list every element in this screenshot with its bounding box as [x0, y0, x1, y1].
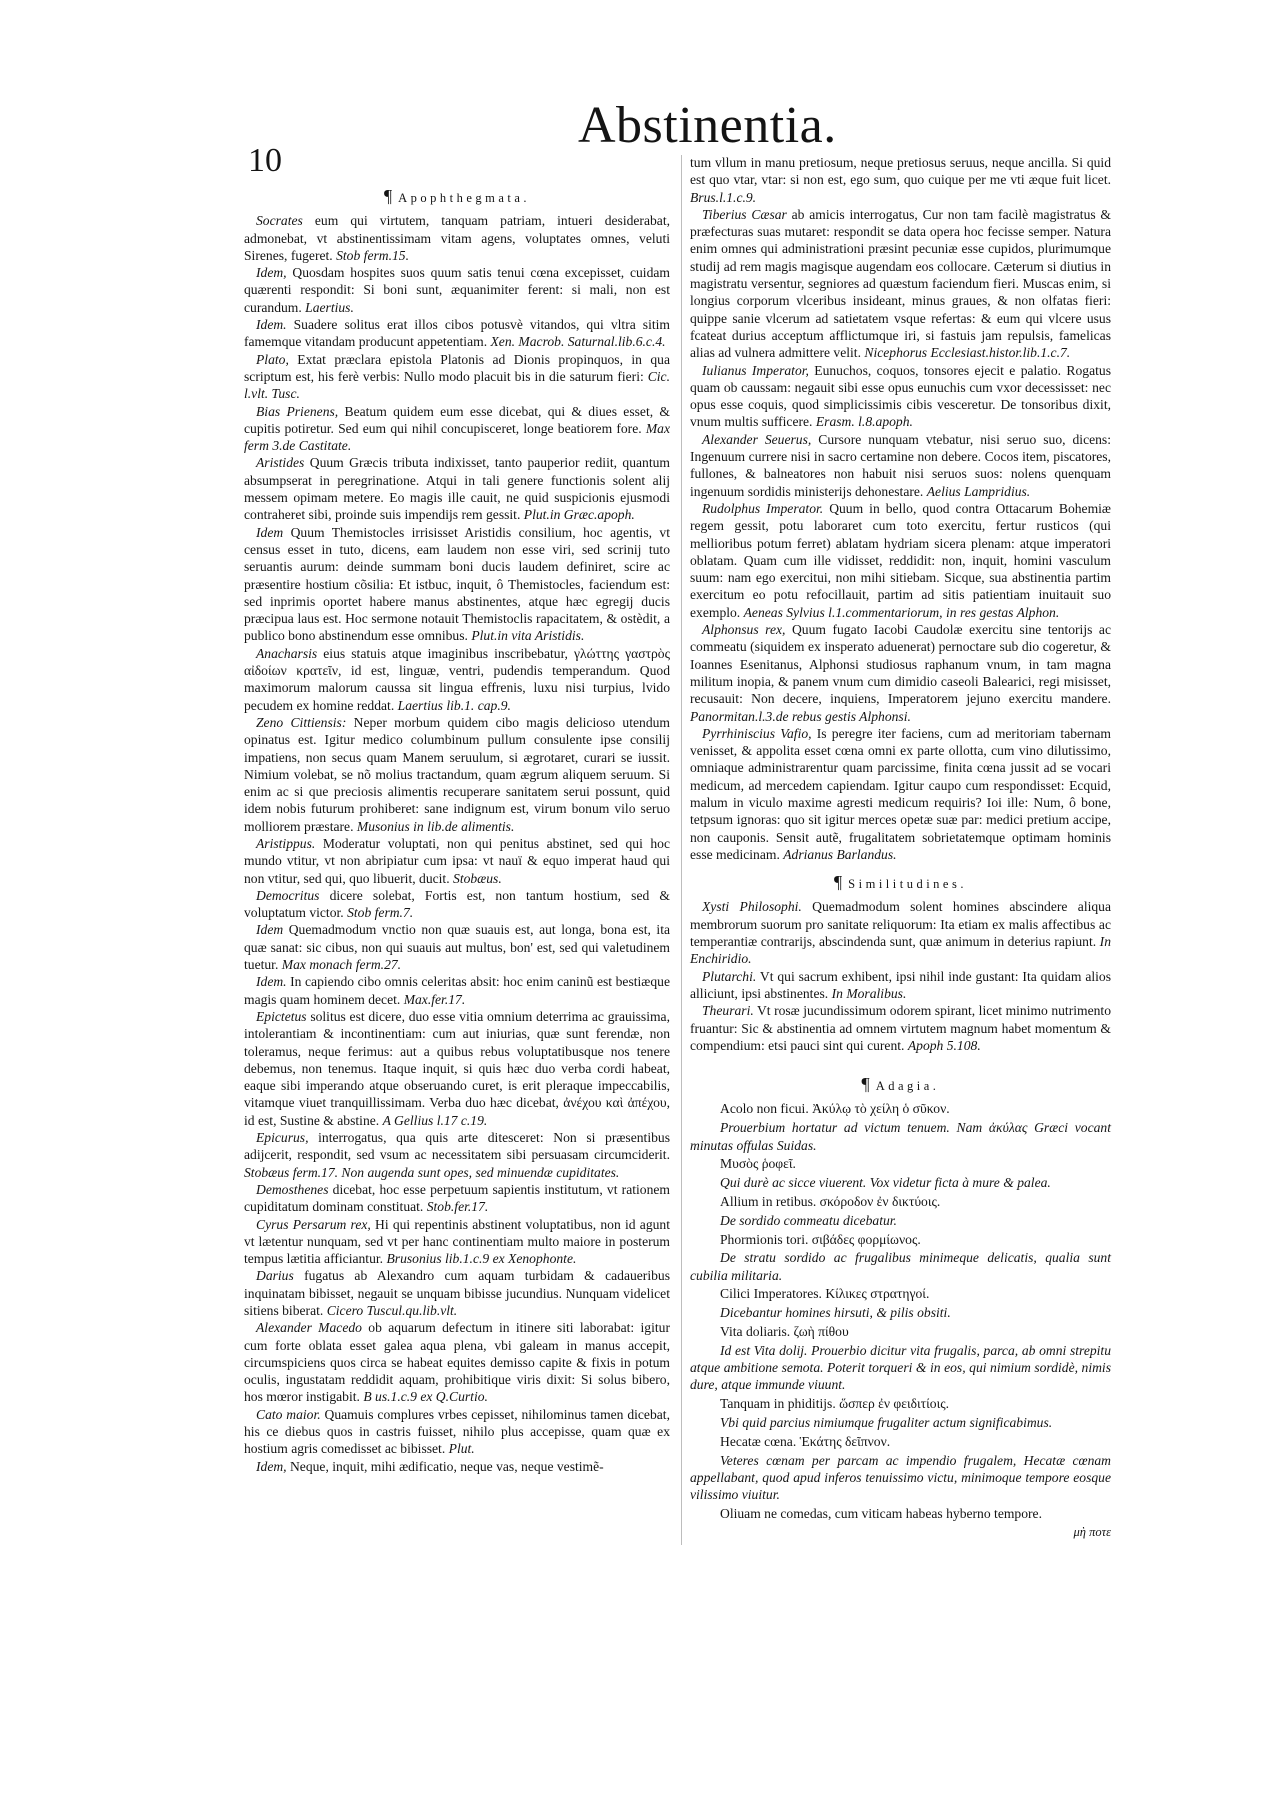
source-citation: Max ferm 3.de Castitate. — [244, 420, 670, 454]
apophthegm-paragraph — [244, 835, 670, 887]
source-citation: Erasm. l.8.apoph. — [815, 414, 913, 430]
source-citation: Plut.in Græc.apoph. — [523, 507, 635, 523]
source-citation: Musonius in lib.de alimentis. — [356, 818, 515, 834]
adage-explanation: Qui durè ac sicce viuerent. Vox videtur ficta à mure & palea. — [720, 1175, 1051, 1191]
paragraph-text: ob aquarum defectum in itinere siti laborabat: igitur cum forte oblata esset galea aqua plena, vbi galeam in manus accepit, circumspiciens quos circa se habeat equites demisso capite & fixis in potum oculis, ingustatam reddidit aquam, prohibitique viris dixit: Si solus bibero, hos mœror instigabit. — [244, 1320, 670, 1405]
adage-entry: Hecatæ cœna. Ἑκάτης δεῖπνον. — [720, 1433, 891, 1449]
apophthegmata-list — [244, 212, 670, 1475]
apophthegm-paragraph — [244, 1267, 670, 1319]
adagia-list — [690, 1100, 1111, 1522]
source-citation: Plut. — [448, 1441, 475, 1457]
speaker-name: Demosthenes — [256, 1181, 329, 1197]
section-heading-adagia: ¶ Adagia. — [861, 1074, 940, 1095]
speaker-name: Cato maior. — [256, 1406, 321, 1422]
speaker-name: Plato, — [256, 351, 289, 367]
source-citation: Xen. Macrob. Saturnal.lib.6.c.4. — [490, 334, 666, 350]
speaker-name: Epicurus, — [256, 1130, 309, 1146]
speaker-name: Epictetus — [256, 1008, 307, 1024]
paragraph-text: eum qui virtutem, tanquam patriam, intueri desiderabat, admonebat, vt abstinentissimam vitam agens, voluptates omnes, veluti Sirenes, fugeret. — [244, 213, 670, 263]
adage-explanation: De sordido commeatu dicebatur. — [720, 1212, 897, 1228]
paragraph-text: Moderatur voluptati, non qui penitus abstinet, sed qui hoc mundo vtitur, vt non abripiatur cum ipsa: vt nauï & equo imperat haud qui non vtitur, sed qui, quo libuerit, ducit. — [244, 835, 670, 886]
adage-entry: Tanquam in phiditijs. ὥσπερ ἐν φειδιτίοις. — [720, 1396, 950, 1412]
similitude-paragraph — [690, 898, 1111, 967]
apophthegm-paragraph — [244, 887, 670, 922]
paragraph-text: Quemadmodum solent homines abscindere aliqua membrorum suorum pro sanitate reliquorum: Ita etiam ex malis affectibus ac temperantiæ contrarijs, abscindenda sunt, quæ animum in deterius rapiunt. — [690, 899, 1112, 950]
similitude-paragraph — [690, 968, 1111, 1003]
paragraph-text: fugatus ab Alexandro cum aquam turbidam & cadaueribus inquinatam bibisset, negauit se unquam bibisse jucundius. Nunquam videlicet sitiens biberat. — [244, 1268, 670, 1318]
source-citation: Stobæus. — [453, 870, 502, 886]
adage-entry: Μυσὸς ῥοφεῖ. — [720, 1156, 796, 1172]
paragraph-text: solitus est dicere, duo esse vitia omnium deterrima ac grauissima, intolerantiam & incontinentiam: cum aut iniurias, quæ sunt ferendæ, non toleramus, neque ferimus: aut a quibus rebus voluptatibusque nos tenere debemus, non tenemus. Itaque inquit, si quis hæc duo verba cordi habeat, eaque sibi imperando atque obseruando curet, is erit pleraque impeccabilis, vitamque viuet tranquillissimam. Verba duo hæc dicebat, ἀνέχου καὶ ἀπέχου, id est, Sustine & abstine. — [244, 1008, 670, 1128]
source-citation: Laertius. — [305, 299, 354, 315]
speaker-name: Alphonsus rex, — [702, 622, 786, 638]
source-citation: Nicephorus Ecclesiast.histor.lib.1.c.7. — [864, 345, 1071, 361]
speaker-name: Idem, — [256, 265, 287, 281]
source-citation: Max.fer.17. — [403, 991, 466, 1007]
apophthegm-paragraph — [244, 1181, 670, 1216]
apophthegm-paragraph — [244, 316, 670, 351]
source-citation: Aelius Lampridius. — [926, 483, 1031, 499]
speaker-name: Theurari. — [702, 1003, 754, 1019]
similitudines-list — [690, 898, 1111, 1054]
adage-entry: Oliuam ne comedas, cum viticam habeas hyberno tempore. — [720, 1505, 1042, 1521]
source-citation: Apoph 5.108. — [907, 1037, 981, 1053]
source-citation: Adrianus Barlandus. — [783, 846, 897, 862]
paragraph-text: Quamuis complures vrbes cepisset, nihilominus tamen dicebat, his ce diebus quos in castris fuisset, nihilo plus accepisse, quam quæ ex hostium agris comedisset ac bibisset. — [244, 1406, 670, 1457]
adage-explanation: Vbi quid parcius nimiumque frugaliter actum significabimus. — [720, 1414, 1053, 1430]
source-citation: In Enchiridio. — [690, 934, 1111, 967]
paragraph-text: Neper morbum quidem cibo magis delicioso utendum opinatus est. Igitur medico columbinum pullum consulente ipse consilij impatiens, non secus quam Manem seruulum, si ægrotaret, curari se iussit. Nimium volebat, se nõ molius tractandum, quam ægrum aliquem seruum. Si enim ac si que preciosis alimentis recuperare sanitatem serui possunt, quid idem nobis futurum prohiberet: sane indignum est, virum bonum vilo seruo molliorem præstare. — [244, 714, 670, 834]
source-citation: Stob.fer.17. — [426, 1199, 489, 1215]
speaker-name: Pyrrhiniscius Vafio, — [702, 725, 812, 741]
apophthegm-paragraph — [244, 921, 670, 973]
apophthegm-paragraph — [244, 1458, 670, 1475]
adage-entry: Phormionis tori. σιβάδες φορμίωνος. — [720, 1231, 921, 1247]
section-heading-apophthegmata: ¶ Apophthegmata. — [383, 186, 531, 206]
source-citation: Cic. l.vlt. Tusc. — [244, 368, 670, 402]
pilcrow-icon: ¶ — [861, 1074, 870, 1095]
speaker-name: Alexander Seuerus, — [702, 431, 812, 447]
paragraph-text: In capiendo cibo omnis celeritas absit: hoc enim caninũ est bestiæque magis quam hominem decet. — [244, 974, 670, 1007]
source-citation: Stob ferm.15. — [336, 247, 409, 263]
speaker-name: Zeno Cittiensis: — [256, 714, 347, 730]
speaker-name: Idem, — [256, 1458, 287, 1474]
adage-explanation: Prouerbium hortatur ad victum tenuem. Nam ἀκύλας Græci vocant minutas offulas Suidas. — [690, 1120, 1111, 1153]
paragraph-text: Quum Themistocles irrisisset Aristidis consilium, hoc agentis, vt census esset in tuto, dicens, eam laudem non esse viri, sed scrinij tuto seruantis aurum: deinde summam boni ducis laudem definiret, scire ac præsentire hostium cõsilia: Et istbuc, inquit, ô Themistocles, faciendum est: sed inprimis oportet habere manus abstinentes, atque hæc egregij ducis præcipua laus est. Hoc sermone notauit Themistoclis rapacitatem, & ostèdit, a publico bono abstinendum esse omnibus. — [244, 524, 670, 644]
apophthegm-paragraph — [690, 500, 1111, 621]
paragraph-text: dicere solebat, Fortis est, non tantum hostium, sed & voluptatum victor. — [244, 887, 670, 921]
adage-explanation: De stratu sordido ac frugalibus minimeque delicatis, qualia sunt cubilia militaria. — [690, 1250, 1111, 1283]
paragraph-text: Quum Græcis tributa indixisset, tanto pauperior rediit, quantum absumpserat in peregrinatione. Atqui in tali genere functionis solent alij messem opimam metere. Eo magis ille cauit, ne quid suspicionis ejusmodi contraheret sibi, proinde suis impendijs rem gessit. — [244, 455, 670, 523]
paragraph-text: Suadere solitus erat illos cibos potusvè vitandos, qui vltra sitim famemque vitandam producunt appetentiam. — [244, 317, 670, 350]
apophthegmata-list-continued — [690, 206, 1111, 863]
paragraph-text: Neque, inquit, mihi ædificatio, neque vas, neque vestimẽ- — [286, 1458, 604, 1474]
source-citation: Laertius lib.1. cap.9. — [397, 697, 511, 713]
source-citation: Cicero Tuscul.qu.lib.vlt. — [326, 1303, 458, 1318]
paragraph-text: Quum fugato Iacobi Caudolæ exercitu sine tentorijs ac commeatu (siquidem ex insperato aduenerat) pernoctare sub dio cogeretur, & Ioannes Esenitanus, Alphonsi studiosus raphanum vnum, in tam magna militum inopia, & panem vnum cum dimidio caseoli Balearici, regi misisset, recusauit: Non decere, inquiens, Imperatorem jejuno exercitu mandere. — [690, 622, 1111, 707]
apophthegm-paragraph — [690, 725, 1111, 863]
speaker-name: Plutarchi. — [702, 968, 757, 984]
adage-entry: Allium in retibus. σκόροδον ἐν δικτύοις. — [720, 1193, 941, 1209]
apophthegm-paragraph — [690, 431, 1111, 500]
apophthegm-paragraph — [244, 1319, 670, 1405]
speaker-name: Anacharsis — [256, 645, 318, 661]
speaker-name: Darius — [256, 1268, 294, 1284]
apophthegm-paragraph — [244, 212, 670, 264]
paragraph-text: Extat præclara epistola Platonis ad Dionis propinquos, in qua scriptum est, his ferè verbis: Nullo modo placuit bis in die saturum fieri: — [244, 351, 670, 384]
catchword: μὴ ποτε — [1073, 1525, 1111, 1540]
adage-explanation: Veteres cœnam per parcam ac impendio frugalem, Hecatæ cœnam appellabant, quod apud inferos tenuissimo victu, minimoque tempore eosque vilissimo viuitur. — [690, 1452, 1111, 1503]
paragraph-text: interrogatus, qua quis arte ditesceret: Non si præsentibus adijcerit, respondit, sed vsum ac necessitatem sibi persuasam circumciderit. — [244, 1130, 670, 1163]
apophthegm-paragraph — [690, 362, 1111, 431]
source-citation: In Moralibus. — [831, 985, 907, 1001]
speaker-name: Tiberius Cæsar — [702, 206, 787, 222]
paragraph-text: Vt qui sacrum exhibent, ipsi nihil inde gustant: Ita quidam alios alliciunt, ipsi abstinentes. — [690, 968, 1111, 1001]
adage-explanation: Dicebantur homines hirsuti, & pilis obsiti. — [720, 1305, 951, 1321]
speaker-name: Cyrus Persarum rex, — [256, 1216, 371, 1232]
adage-entry: Vita doliaris. ζωὴ πίθου — [720, 1324, 849, 1339]
adage-explanation: Id est Vita dolij. Prouerbio dicitur vita frugalis, parca, ab omni strepitu atque ambitione semota. Poterit torqueri & in eos, qui nimium sordidè, nimis dure, atque immunde viuunt. — [690, 1342, 1111, 1393]
speaker-name: Socrates — [256, 213, 303, 229]
speaker-name: Bias Prienens, — [256, 403, 339, 419]
paragraph-text: Vt rosæ jucundissimum odorem spirant, licet minimo nutrimento fruantur: Sic & abstinentia ad omnem virtutem magnum habet momentum & compendium: etsi pauci sint qui curent. — [690, 1003, 1111, 1053]
paragraph-text: eius statuis atque imaginibus inscribebatur, γλώττης γαστρὸς αἰδοίων κρατεῖν, id est, linguæ, ventri, pudendis temperandum. Quod maximorum malorum caussa sit lingua effrenis, luxu nisi turpius, lvido pecudem ex homine reddat. — [244, 645, 670, 713]
source-citation: Max monach ferm.27. — [281, 957, 402, 973]
paragraph-text: Hi qui repentinis abstinent voluptatibus, non id agunt vt lætentur nunquam, sed vt per hanc continentiam multo maiore in posterum tempus lætitia afficiantur. — [244, 1216, 670, 1267]
pilcrow-icon: ¶ — [834, 872, 843, 893]
speaker-name: Idem — [256, 922, 284, 938]
paragraph-text: Quemadmodum vnctio non quæ suauis est, aut longa, bona est, ita quæ sanat: sic cibus, non qui suauis aut multus, bon' est, sed qui valetudinem tuetur. — [244, 922, 670, 973]
apophthegm-paragraph — [244, 1129, 670, 1181]
running-head: Abstinentia. — [578, 97, 837, 154]
apophthegm-paragraph — [244, 1406, 670, 1458]
column-rule — [681, 155, 682, 1545]
apophthegm-paragraph — [244, 403, 670, 455]
adage-entry: Acolo non ficui. Ἀκύλῳ τὸ χείλη ὁ σῦκον. — [720, 1101, 950, 1117]
source-citation: Aeneas Sylvius l.1.commentariorum, in res gestas Alphon. — [743, 604, 1060, 620]
apophthegm-paragraph — [244, 973, 670, 1008]
right-column — [690, 154, 1111, 1542]
source-citation: Stobæus ferm.17. Non augenda sunt opes, sed minuendæ cupiditates. — [244, 1164, 620, 1180]
adage-entry: Cilici Imperatores. Κίλικες στρατηγοί. — [720, 1286, 930, 1302]
paragraph-text: Cursore nunquam vtebatur, nisi seruo suo, dicens: Ingenuum currere nisi in sacro certamine non debere. Cocos item, piscatores, fullones, & balneatores non habuit nisi seruos suos: nolens quenquam ingenuum sordidis ministerijs dehonestare. — [690, 431, 1111, 499]
left-column — [244, 188, 670, 1475]
speaker-name: Iulianus Imperator, — [702, 362, 809, 378]
source-citation: Plut.in vita Aristidis. — [471, 628, 585, 644]
source-citation: Brusonius lib.1.c.9 ex Xenophonte. — [386, 1251, 577, 1267]
apophthegm-paragraph — [244, 714, 670, 835]
apophthegm-paragraph — [690, 621, 1111, 725]
apophthegm-paragraph — [244, 454, 670, 523]
source-citation: Panormitan.l.3.de rebus gestis Alphonsi. — [690, 708, 911, 724]
page-number: 10 — [248, 142, 282, 179]
apophthegm-paragraph — [244, 524, 670, 645]
apophthegm-paragraph — [244, 351, 670, 403]
paragraph-text: dicebat, hoc esse perpetuum sapientis institutum, vt rationem cupiditatum dominam constituat. — [244, 1181, 670, 1215]
speaker-name: Xysti Philosophi. — [702, 899, 802, 915]
source-citation: B us.1.c.9 ex Q.Curtio. — [363, 1389, 488, 1405]
source-citation: A Gellius l.17 c.19. — [382, 1112, 488, 1128]
paragraph-text: Quum in bello, quod contra Ottacarum Bohemiæ regem gessit, potu laboraret cum toto exercitu, fertur rusticos (qui mellioribus potum ferret) ablatam hydriam sicera plenam: atque imperatori oblatam. Quam cum ille vidisset, reddidit: non, inquit, homini vasculum suum: nam ego exercitui, non mihi sitiebam. Sicque, sua abstinentia partim exercitum eo potu refocillauit, partim ad sitis patientiam inuitauit suo exemplo. — [690, 500, 1111, 620]
speaker-name: Aristides — [256, 455, 305, 471]
pilcrow-icon: ¶ — [383, 186, 393, 206]
apophthegm-paragraph — [244, 264, 670, 316]
source-citation: Stob ferm.7. — [347, 905, 414, 921]
apophthegm-paragraph — [244, 1008, 670, 1129]
speaker-name: Idem — [256, 524, 284, 540]
paragraph-text: Eunuchos, coquos, tonsores ejecit e palatio. Rogatus quam ob caussam: negauit sibi esse opus eunuchis cum vxor decessisset: nec opus esse coquis, quod simplicissimis cibis vesceretur. De tonsoribus dixit, vnum multis sufficere. — [690, 362, 1111, 430]
paragraph-text: ab amicis interrogatus, Cur non tam facilè magistratus & præfecturas suas mutaret: respondit se data opera hoc fecisse semper. Natura enim omnes qui administrationi præsint pecuniæ esse cupidos, plurimumque studij ad rem magis magisque augendam eos collocare. Cæterum si diutius in magistratu versentur, segniores ad quæstum faciendum fieri. Muscas enim, si longius corporum vlceribus insideant, minus graues, & non olfatas fieri: quippe sanie vlcerum ad satietatem vsque refertas: & eum qui vlcere usus fcateat durius acceptum afflictumque iri, si fastuis jam repulsis, famelicas alias ad vulnera admittere velit. — [690, 206, 1111, 361]
apophthegm-paragraph — [690, 206, 1111, 362]
speaker-name: Idem. — [256, 317, 287, 333]
section-heading-similitudines: ¶ Similitudines. — [834, 872, 967, 893]
continued-paragraph: tum vllum in manu pretiosum, neque pretiosus seruus, neque ancilla. Si quid est quo vtar, vtar: si non est, ego sum, quo cuique per me vti æque fuit licet. Brus.l.1.c.9. — [690, 155, 1111, 205]
apophthegm-paragraph — [244, 645, 670, 714]
apophthegm-paragraph — [244, 1216, 670, 1268]
speaker-name: Idem. — [256, 974, 287, 990]
paragraph-text: Beatum quidem eum esse dicebat, qui & diues esset, & cupitis potiretur. Sed eum qui nihil concupisceret, longe beatiorem fore. — [244, 403, 670, 436]
speaker-name: Democritus — [256, 887, 320, 903]
speaker-name: Alexander Macedo — [256, 1320, 362, 1336]
paragraph-text: Is peregre iter faciens, cum ad meritoriam tabernam venisset, & appolita esset cœna omni ex parte ollotta, cum vino dilutissimo, omniaque administrarentur quam parcissime, finita cœna jussit ad se vocari medicum, ad mercedem capiendam. Igitur caupo cum respondisset: Ecquid, malum in viculo maxime agresti medicum requiris? Ioi ille: Num, ô bone, tetpsum ignoras: quo sit igitur merces opetæ suæ par: medici pretium accipe, non cauponis. Sensit autẽ, frugalitatem sobrietatemque optimam hominis esse medicinam. — [690, 725, 1111, 862]
speaker-name: Rudolphus Imperator. — [702, 500, 824, 516]
paragraph-text: Quosdam hospites suos quum satis tenui cœna excepisset, cuidam quærenti respondit: Si boni sunt, æquanimiter ferent: si mali, non est curandum. — [244, 265, 670, 315]
speaker-name: Aristippus. — [256, 835, 316, 851]
similitude-paragraph — [690, 1002, 1111, 1054]
